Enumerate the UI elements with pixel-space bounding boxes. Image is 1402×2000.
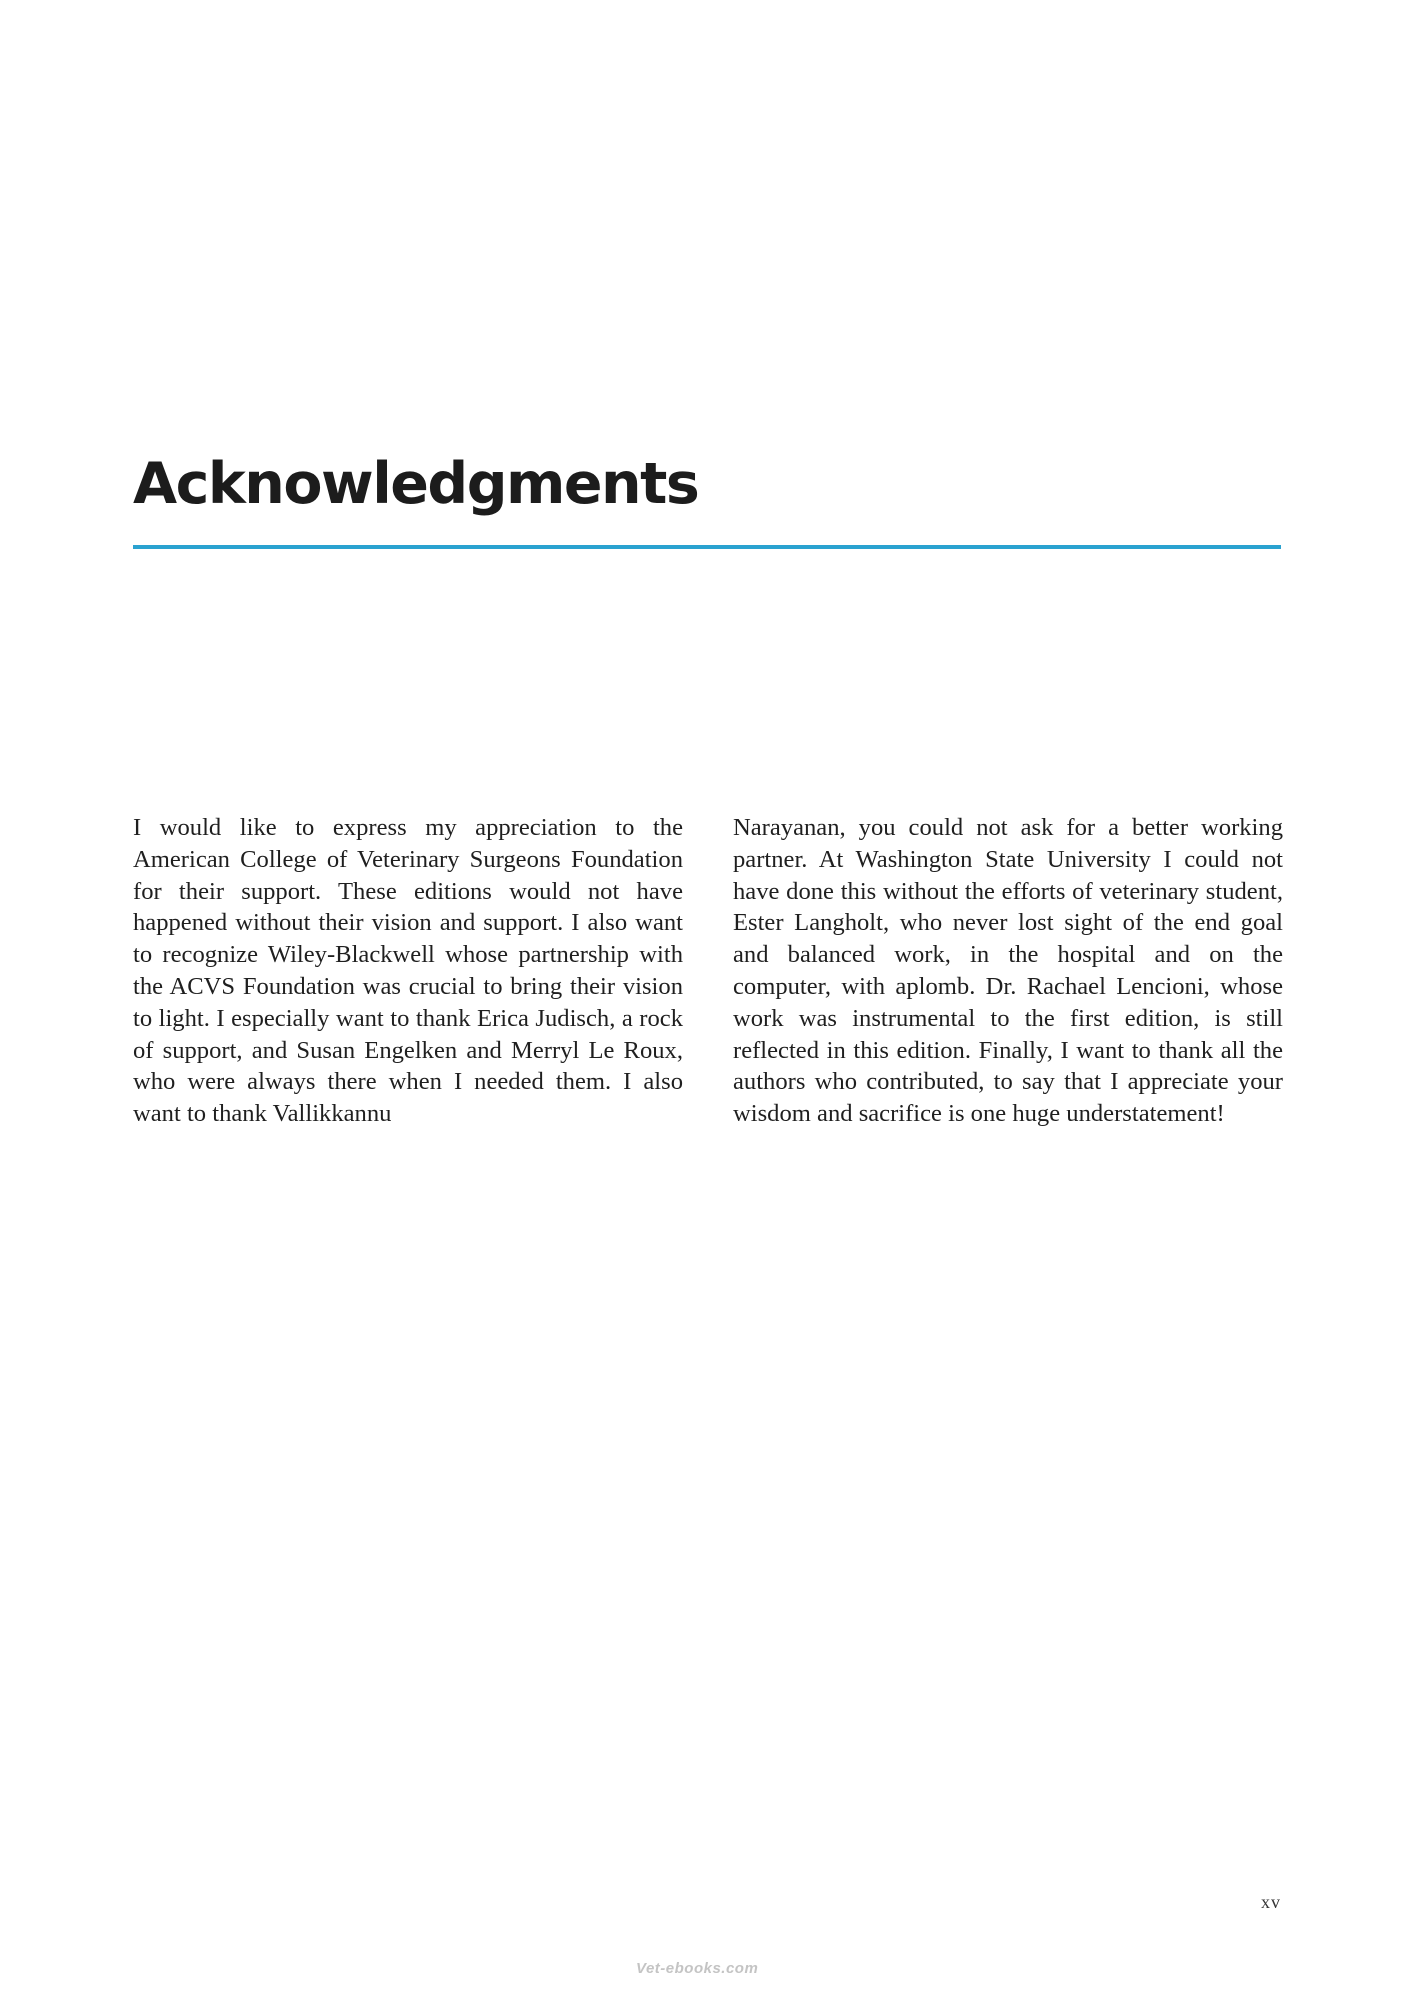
title-underline [133, 545, 1281, 549]
body-column-left: I would like to express my appreciation to the American College of Veterinary Surgeons Foundation for their support. These editions would not have happened without their vision and support. I also want to recognize Wiley-Blackwell whose partnership with the ACVS Foundation was crucial to bring their vision to light. I especially want to thank Erica Judisch, a rock of support, and Susan Engelken and Merryl Le Roux, who were always there when I needed them. I also want to thank Vallikkannu [133, 814, 683, 1128]
watermark-logo: Vet-ebooks.com [636, 1960, 759, 1977]
page-number: xv [1261, 1892, 1281, 1912]
body-column-right: Narayanan, you could not ask for a better working partner. At Washington State University I could not have done this without the efforts of veterinary student, Ester Langholt, who never lost sight of the end goal and balanced work, in the hospital and on the computer, with aplomb. Dr. Rachael Lencioni, whose work was instrumental to the first edition, is still reflected in this edition. Finally, I want to thank all the authors who contributed, to say that I appreciate your wisdom and sacrifice is one huge understatement! [733, 814, 1283, 1128]
page-title: Acknowledgments [133, 451, 699, 517]
